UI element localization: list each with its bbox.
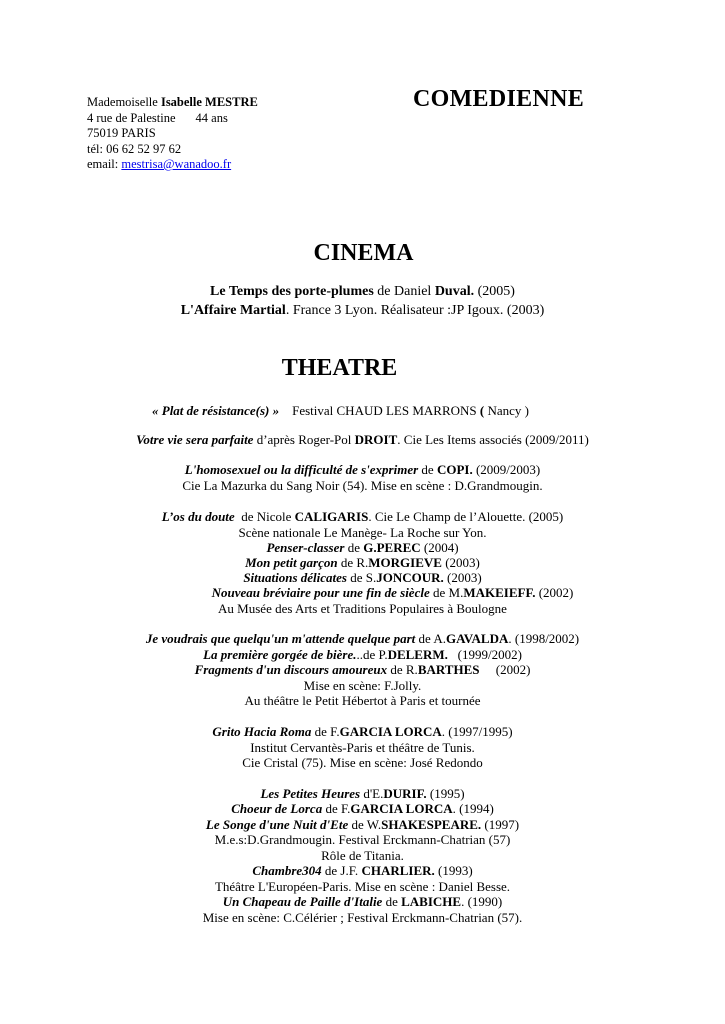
theatre-detail: Cie La Mazurka du Sang Noir (54). Mise en scène : D.Grandmougin. — [182, 478, 543, 493]
work-title: L'Affaire Martial — [180, 303, 286, 318]
author: GAVALDA — [445, 631, 509, 646]
theatre-item — [0, 432, 725, 448]
theatre-item — [0, 509, 725, 525]
author: BARTHES — [417, 662, 480, 677]
work-title: Votre vie sera parfaite — [136, 432, 254, 447]
email-line — [87, 157, 258, 173]
text: de M. — [429, 585, 464, 600]
theatre-item — [0, 894, 725, 910]
text: de — [382, 894, 402, 909]
text: . (1990) — [461, 894, 503, 909]
email-link[interactable]: mestrisa@wanadoo.fr — [121, 157, 232, 171]
author: DROIT — [354, 432, 398, 447]
text: de A. — [415, 631, 446, 646]
address-line — [87, 111, 258, 127]
text: . (1994) — [452, 801, 494, 816]
theatre-detail: Théâtre L'Européen-Paris. Mise en scène : Daniel Besse. — [214, 879, 511, 894]
author: Duval. — [434, 284, 475, 299]
theatre-item — [0, 724, 725, 740]
text: de F. — [322, 801, 351, 816]
text: de — [344, 540, 364, 555]
text: ..de P. — [356, 647, 388, 662]
text: (2002) — [479, 662, 531, 677]
text: de Nicole — [234, 509, 295, 524]
theatre-item — [0, 647, 725, 663]
text: . Cie Le Champ de l’Alouette. (2005) — [368, 509, 564, 524]
work-title: Grito Hacia Roma — [212, 724, 312, 739]
street: 4 rue de Palestine — [87, 110, 176, 125]
work-title: Chambre304 — [252, 863, 322, 878]
text: de — [418, 462, 437, 477]
work-title: Fragments d'un discours amoureux — [194, 662, 388, 677]
text: (1995) — [426, 786, 465, 801]
theatre-detail: Mise en scène: F.Jolly. — [303, 678, 422, 693]
theatre-item — [0, 801, 725, 817]
text: . (1997/1995) — [441, 724, 513, 739]
theatre-item — [0, 570, 725, 586]
text: . (1998/2002) — [508, 631, 580, 646]
work-title: Les Petites Heures — [260, 786, 361, 801]
city-line: 75019 PARIS — [87, 126, 156, 140]
theatre-item — [0, 555, 725, 571]
text: d’après Roger-Pol — [253, 432, 355, 447]
work-title: Un Chapeau de Paille d'Italie — [222, 894, 383, 909]
work-title: La première gorgée de bière. — [203, 647, 357, 662]
author: MAKEIEFF. — [463, 585, 536, 600]
text: . France 3 Lyon. Réalisateur :JP Igoux. (2003) — [285, 303, 545, 318]
author: JONCOUR. — [376, 570, 444, 585]
text: (1999/2002) — [447, 647, 522, 662]
text: (2004) — [420, 540, 459, 555]
cinema-heading: CINEMA — [313, 240, 414, 266]
text: de Daniel — [373, 284, 435, 299]
author: CHARLIER. — [361, 863, 435, 878]
work-title: Situations délicates — [243, 570, 347, 585]
theatre-item — [0, 817, 725, 833]
phone-line: tél: 06 62 52 97 62 — [87, 141, 182, 156]
contact-name-line — [87, 95, 258, 111]
text: (2009/2003) — [472, 462, 541, 477]
theatre-item — [0, 863, 725, 879]
author: LABICHE — [401, 894, 462, 909]
theatre-item — [0, 631, 725, 647]
theatre-item — [0, 403, 703, 419]
author: G.PEREC — [363, 540, 421, 555]
work-title: Penser-classer — [266, 540, 345, 555]
author: SHAKESPEARE. — [381, 817, 482, 832]
text: de F. — [311, 724, 340, 739]
text: de J.F. — [321, 863, 362, 878]
work-title: Nouveau bréviaire pour une fin de siècle — [211, 585, 430, 600]
text: de W. — [348, 817, 382, 832]
contact-block — [87, 95, 258, 173]
text: (2005) — [474, 284, 515, 299]
theatre-detail: Au Musée des Arts et Traditions Populaires à Boulogne — [218, 601, 507, 616]
cinema-item — [0, 303, 725, 319]
text: ( — [479, 403, 485, 418]
work-title: L’os du doute — [161, 509, 235, 524]
theatre-detail: Institut Cervantès-Paris et théâtre de Tunis. — [250, 740, 475, 755]
author: DELERM. — [387, 647, 448, 662]
theatre-item — [0, 662, 725, 678]
text: de R. — [337, 555, 369, 570]
author: GARCIA LORCA — [350, 801, 453, 816]
theatre-item — [0, 540, 725, 556]
theatre-item — [0, 786, 725, 802]
salutation: Mademoiselle — [87, 95, 161, 109]
cinema-item — [0, 284, 725, 300]
work-title: L'homosexuel ou la difficulté de s'exprimer — [184, 462, 419, 477]
author: COPI. — [436, 462, 473, 477]
work-title: Choeur de Lorca — [231, 801, 323, 816]
text: (1997) — [481, 817, 520, 832]
theatre-detail: Scène nationale Le Manège- La Roche sur Yon. — [238, 525, 487, 540]
contact-name: Isabelle MESTRE — [160, 95, 258, 109]
text: de R. — [387, 662, 418, 677]
author: GARCIA LORCA — [339, 724, 442, 739]
text: Nancy ) — [484, 403, 529, 418]
role-title: COMEDIENNE — [413, 86, 585, 112]
theatre-detail: M.e.s:D.Grandmougin. Festival Erckmann-Chatrian (57) — [214, 832, 511, 847]
text: . Cie Les Items associés (2009/2011) — [397, 432, 589, 447]
email-label: email: — [87, 157, 122, 171]
theatre-detail: Mise en scène: C.Célérier ; Festival Erckmann-Chatrian (57). — [202, 910, 523, 925]
text: (2003) — [441, 555, 480, 570]
author: MORGIEVE — [368, 555, 442, 570]
theatre-item — [0, 462, 725, 478]
theatre-heading: THEATRE — [281, 355, 398, 381]
author: DURIF. — [383, 786, 427, 801]
work-title: Mon petit garçon — [245, 555, 338, 570]
text: (1993) — [434, 863, 473, 878]
work-title: Le Temps des porte-plumes — [210, 284, 374, 299]
age: 44 ans — [195, 110, 228, 125]
theatre-detail: Rôle de Titania. — [321, 848, 404, 863]
work-title: « Plat de résistance(s) » — [152, 403, 280, 418]
author: CALIGARIS — [294, 509, 369, 524]
text: de S. — [346, 570, 377, 585]
theatre-detail: Cie Cristal (75). Mise en scène: José Redondo — [242, 755, 483, 770]
text: (2002) — [535, 585, 574, 600]
text: Festival CHAUD LES MARRONS — [279, 403, 480, 418]
text: d'E. — [360, 786, 384, 801]
theatre-detail: Au théâtre le Petit Hébertot à Paris et tournée — [244, 693, 481, 708]
work-title: Le Songe d'une Nuit d'Ete — [205, 817, 349, 832]
theatre-item — [30, 585, 725, 601]
text: (2003) — [443, 570, 482, 585]
work-title: Je voudrais que quelqu'un m'attende quelque part — [145, 631, 416, 646]
